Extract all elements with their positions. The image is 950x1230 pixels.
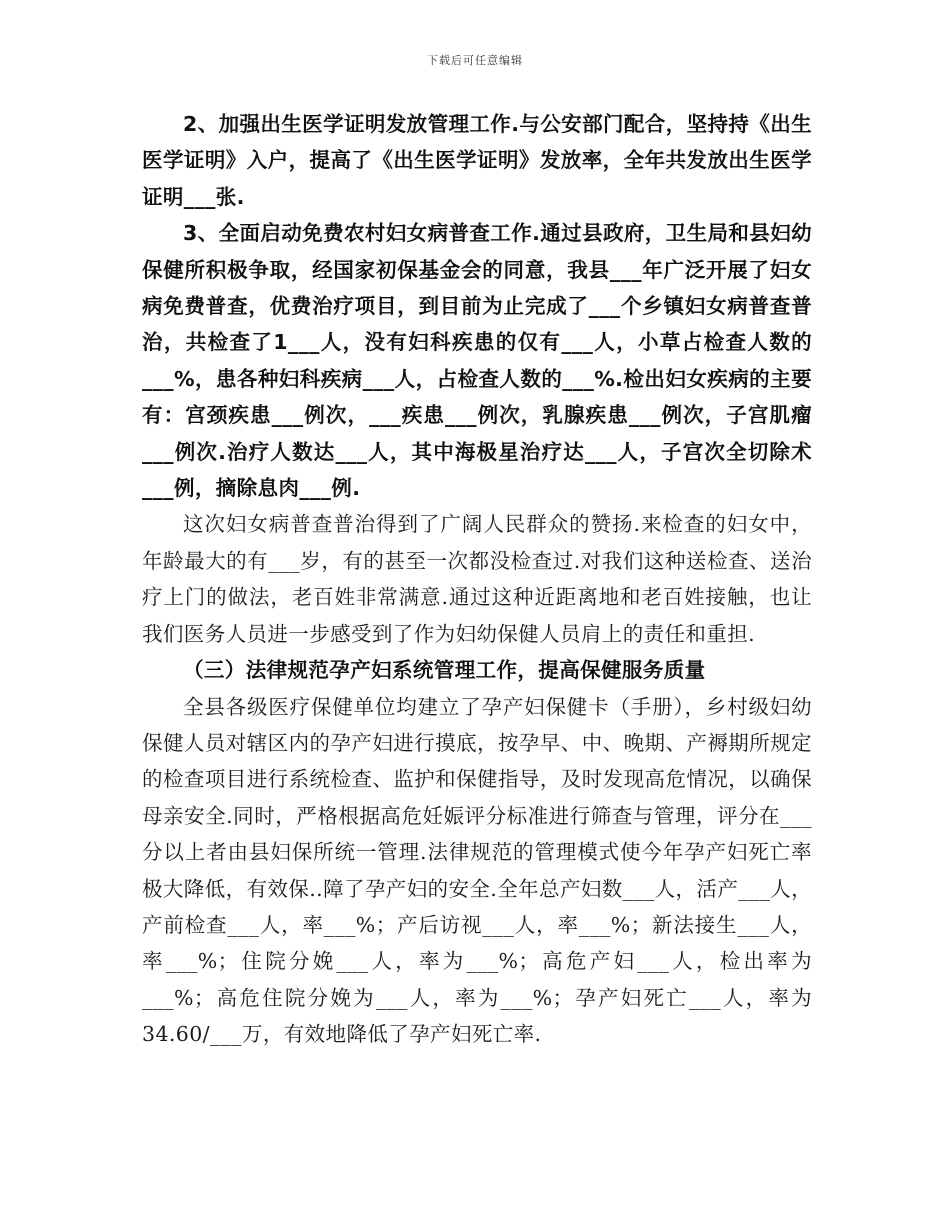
section-heading: （三）法律规范孕产妇系统管理工作，提高保健服务质量 bbox=[183, 658, 706, 683]
paragraph-maternal-management: 全县各级医疗保健单位均建立了孕产妇保健卡（手册），乡村级妇幼保健人员对辖区内的孕产妇进行摸底，按孕早、中、晚期、产褥期所规定的检查项目进行系统检查、监护和保健指导，及时发现高危情况，以确保母亲安全.同时，严格根据高危妊娠评分标准进行筛查与管理，评分在___分以上者由县妇保所统一管理.法律规范的管理模式使今年孕产妇死亡率极大降低，有效保..障了孕产妇的安全.全年总产妇数___人，活产___人，产前检查___人，率___%；产后访视___人，率___%；新法接生___人，率___%；住院分娩___人，率为___%；高危产妇___人，检出率为___%；高危住院分娩为___人，率为___%；孕产妇死亡___人，率为34.60/___万，有效地降低了孕产妇死亡率. bbox=[142, 694, 812, 1047]
document-body bbox=[142, 106, 812, 1053]
paragraph-birth-certificate: 2、加强出生医学证明发放管理工作.与公安部门配合，坚持持《出生医学证明》入户，提高了《出生医学证明》发放率，全年共发放出生医学证明___张. bbox=[142, 112, 812, 209]
paragraph-public-praise: 这次妇女病普查普治得到了广阔人民群众的赞扬.来检查的妇女中，年龄最大的有___岁，有的甚至一次都没检查过.对我们这种送检查、送治疗上门的做法，老百姓非常满意.通过这种近距离地和老百姓接触，也让我们医务人员进一步感受到了作为妇幼保健人员肩上的责任和重担. bbox=[142, 512, 812, 646]
paragraph-womens-disease-screening: 3、全面启动免费农村妇女病普查工作.通过县政府，卫生局和县妇幼保健所积极争取，经国家初保基金会的同意，我县___年广泛开展了妇女病免费普查，优费治疗项目，到目前为止完成了___个乡镇妇女病普查普治，共检查了1___人，没有妇科疾患的仅有___人，小草占检查人数的___%，患各种妇科疾病___人，占检查人数的___%.检出妇女疾病的主要有：宫颈疾患___例次，___疾患___例次，乳腺疾患___例次，子宫肌瘤___例次.治疗人数达___人，其中海极星治疗达___人，子宫次全切除术___例，摘除息肉___例. bbox=[142, 221, 812, 501]
page-header: 下载后可任意编辑 bbox=[427, 54, 523, 67]
